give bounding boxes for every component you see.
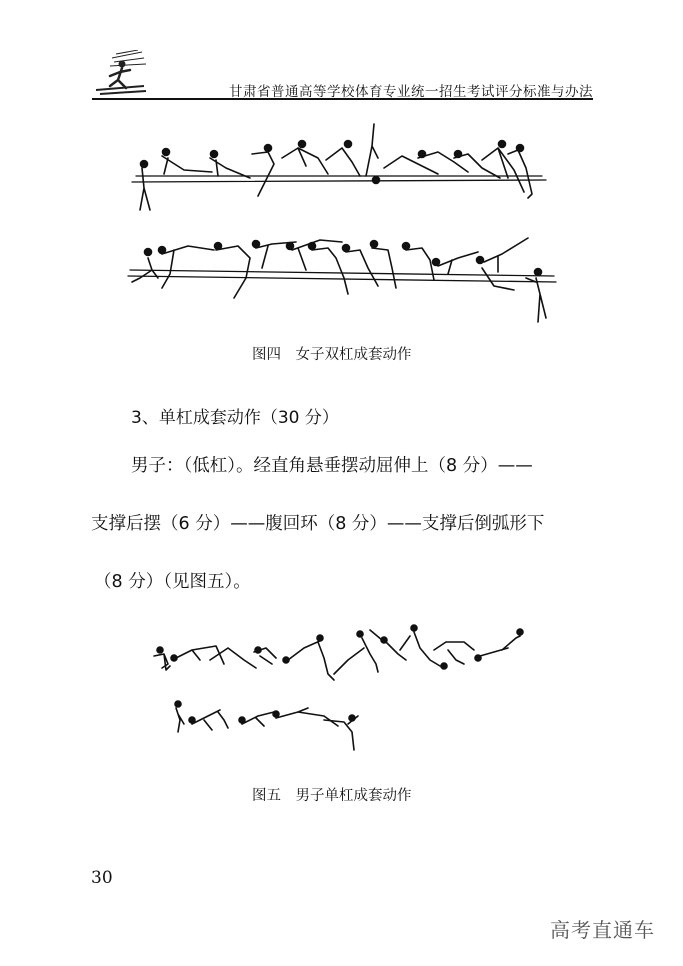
skier-logo-icon xyxy=(92,50,148,100)
page-number: 30 xyxy=(91,868,113,888)
body-line-2: 支撑后摆（6 分）——腹回环（8 分）——支撑后倒弧形下 xyxy=(91,514,545,534)
figure-5-caption: 图五 男子单杠成套动作 xyxy=(252,788,412,804)
watermark-text: 高考直通车 xyxy=(550,918,655,942)
section-heading: 3、单杠成套动作（30 分） xyxy=(131,408,339,428)
figure-5-illustration xyxy=(148,620,538,760)
figure-4-illustration xyxy=(122,118,562,328)
body-line-3: （8 分）（见图五）。 xyxy=(94,572,251,592)
figure-4-caption: 图四 女子双杠成套动作 xyxy=(252,347,412,363)
body-line-1: 男子：（低杠）。经直角悬垂摆动屈伸上（8 分）—— xyxy=(131,456,533,476)
header-title: 甘肃省普通高等学校体育专业统一招生考试评分标准与办法 xyxy=(229,84,593,100)
header-divider xyxy=(92,98,593,100)
